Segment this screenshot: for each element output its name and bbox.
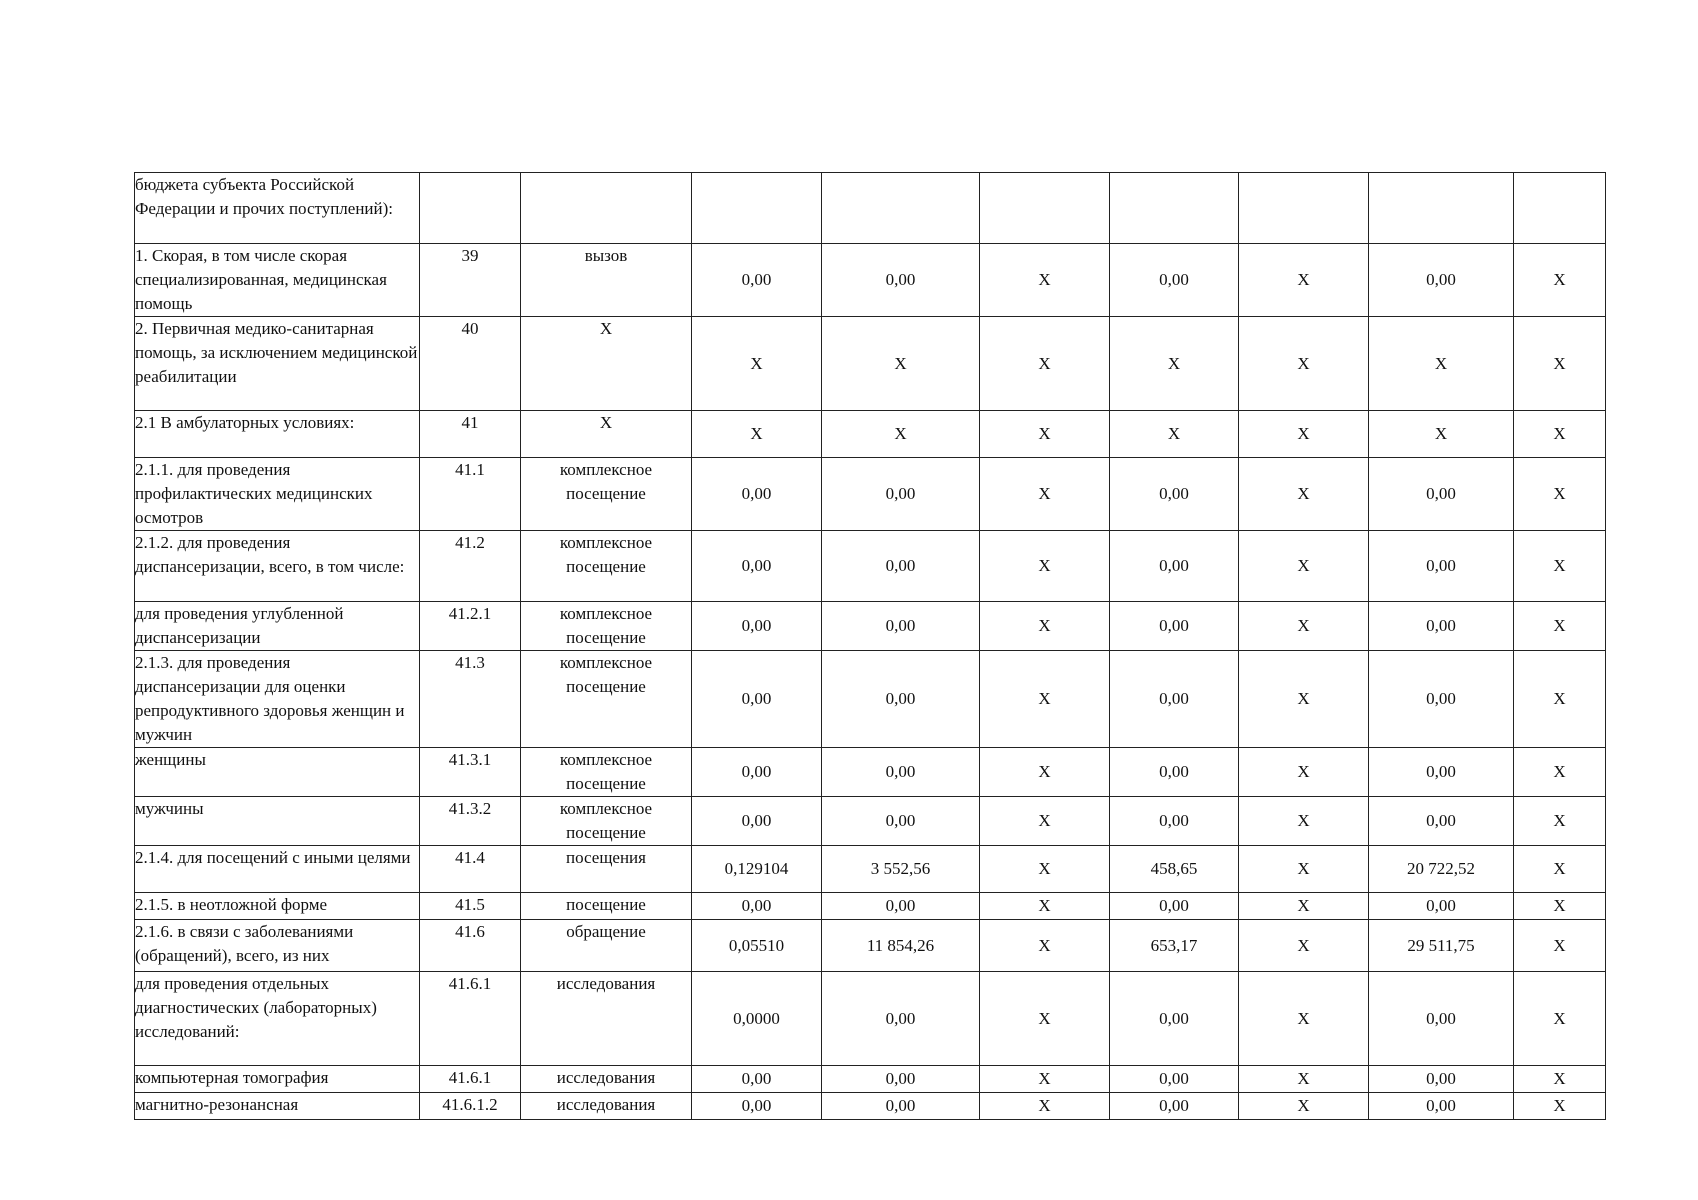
row-code: 41.2.1 — [420, 602, 521, 651]
value-cell: 0,00 — [692, 797, 822, 846]
value-cell: X — [1239, 846, 1369, 893]
row-label: бюджета субъекта Российской Федерации и прочих поступлений): — [135, 173, 420, 244]
value-cell: 20 722,52 — [1369, 846, 1514, 893]
value-cell: X — [822, 411, 980, 458]
value-cell: X — [1239, 1093, 1369, 1120]
value-cell: 0,00 — [1110, 1066, 1239, 1093]
value-cell: X — [980, 651, 1110, 748]
row-unit-cell — [521, 651, 692, 748]
row-code: 41.4 — [420, 846, 521, 893]
row-unit: X — [599, 319, 613, 338]
value-cell: X — [1514, 920, 1606, 972]
row-unit: вызов — [584, 246, 628, 265]
row-unit-cell — [521, 893, 692, 920]
row-code: 41.6.1 — [420, 1066, 521, 1093]
row-unit-cell — [521, 972, 692, 1066]
row-label: 2.1.5. в неотложной форме — [135, 893, 420, 920]
value-cell: X — [980, 797, 1110, 846]
value-cell: 0,00 — [1369, 972, 1514, 1066]
row-label: 2.1.6. в связи с заболеваниями (обращений), всего, из них — [135, 920, 420, 972]
table-row — [135, 531, 1606, 602]
value-cell: X — [1514, 458, 1606, 531]
row-unit: обращение — [566, 922, 646, 941]
row-unit: исследования — [556, 1068, 656, 1087]
row-unit: исследования — [556, 1095, 656, 1114]
row-code: 41.2 — [420, 531, 521, 602]
table-row — [135, 846, 1606, 893]
row-code: 41.3.1 — [420, 748, 521, 797]
value-cell: X — [980, 531, 1110, 602]
row-label: 1. Скорая, в том числе скорая специализированная, медицинская помощь — [135, 244, 420, 317]
value-cell: 0,00 — [1369, 1066, 1514, 1093]
row-label: мужчины — [135, 797, 420, 846]
value-cell: 0,00 — [1110, 1093, 1239, 1120]
row-unit-cell — [521, 317, 692, 411]
table-row — [135, 972, 1606, 1066]
value-cell: X — [980, 893, 1110, 920]
value-cell: 11 854,26 — [822, 920, 980, 972]
row-code: 41.1 — [420, 458, 521, 531]
row-unit-cell — [521, 531, 692, 602]
value-cell: X — [980, 1093, 1110, 1120]
table-row — [135, 748, 1606, 797]
row-unit: исследования — [556, 974, 656, 993]
value-cell: X — [980, 458, 1110, 531]
row-unit: X — [599, 413, 613, 432]
value-cell: X — [1369, 411, 1514, 458]
value-cell: 0,00 — [692, 748, 822, 797]
row-code — [420, 173, 521, 244]
row-unit-cell — [521, 846, 692, 893]
value-cell: X — [1239, 920, 1369, 972]
value-cell: 0,00 — [1369, 797, 1514, 846]
value-cell: 0,00 — [822, 602, 980, 651]
value-cell: 0,00 — [822, 797, 980, 846]
value-cell: 0,129104 — [692, 846, 822, 893]
value-cell: 29 511,75 — [1369, 920, 1514, 972]
value-cell: 0,00 — [822, 458, 980, 531]
value-cell: 0,00 — [1110, 458, 1239, 531]
row-label: 2. Первичная медико-санитарная помощь, за исключением медицинской реабилитации — [135, 317, 420, 411]
value-cell: X — [1110, 317, 1239, 411]
value-cell: X — [1239, 1066, 1369, 1093]
row-unit-cell — [521, 920, 692, 972]
row-label: женщины — [135, 748, 420, 797]
value-cell — [1110, 173, 1239, 244]
row-code: 41.6 — [420, 920, 521, 972]
table-row — [135, 893, 1606, 920]
row-label: компьютерная томография — [135, 1066, 420, 1093]
value-cell: X — [1239, 531, 1369, 602]
value-cell: 0,00 — [1110, 244, 1239, 317]
value-cell: 0,00 — [822, 531, 980, 602]
value-cell — [1369, 173, 1514, 244]
row-unit: комплексное посещение — [559, 653, 653, 696]
value-cell: 0,00 — [692, 244, 822, 317]
row-code: 41.6.1.2 — [420, 1093, 521, 1120]
value-cell: 0,00 — [692, 1066, 822, 1093]
row-unit-cell — [521, 1066, 692, 1093]
value-cell — [980, 173, 1110, 244]
table-body — [135, 173, 1606, 1120]
row-label: магнитно-резонансная — [135, 1093, 420, 1120]
value-cell: X — [980, 972, 1110, 1066]
value-cell: 3 552,56 — [822, 846, 980, 893]
value-cell: X — [1514, 748, 1606, 797]
value-cell: 0,0000 — [692, 972, 822, 1066]
row-unit-cell — [521, 602, 692, 651]
value-cell: X — [980, 920, 1110, 972]
funding-table — [134, 172, 1606, 1120]
value-cell — [1239, 173, 1369, 244]
value-cell: 0,00 — [692, 602, 822, 651]
value-cell: X — [1514, 797, 1606, 846]
row-unit-cell — [521, 748, 692, 797]
value-cell: X — [1239, 317, 1369, 411]
value-cell: X — [1514, 651, 1606, 748]
value-cell: X — [1239, 748, 1369, 797]
table-row — [135, 173, 1606, 244]
row-label: 2.1.2. для проведения диспансеризации, всего, в том числе: — [135, 531, 420, 602]
value-cell: 0,00 — [1369, 602, 1514, 651]
row-label: 2.1.4. для посещений с иными целями — [135, 846, 420, 893]
value-cell — [822, 173, 980, 244]
row-code: 41.3.2 — [420, 797, 521, 846]
row-code: 41.3 — [420, 651, 521, 748]
row-unit-cell — [521, 1093, 692, 1120]
row-unit: посещение — [566, 895, 646, 914]
row-unit: комплексное посещение — [559, 460, 653, 503]
value-cell: X — [1514, 244, 1606, 317]
value-cell: X — [1239, 797, 1369, 846]
value-cell: X — [980, 317, 1110, 411]
value-cell: X — [822, 317, 980, 411]
value-cell: 0,00 — [822, 893, 980, 920]
row-label: 2.1.1. для проведения профилактических медицинских осмотров — [135, 458, 420, 531]
value-cell: 0,00 — [1369, 458, 1514, 531]
value-cell: X — [1239, 244, 1369, 317]
table-row — [135, 411, 1606, 458]
table-row — [135, 317, 1606, 411]
value-cell: 0,00 — [1369, 651, 1514, 748]
value-cell: 0,00 — [692, 531, 822, 602]
value-cell: X — [1239, 651, 1369, 748]
value-cell: X — [1369, 317, 1514, 411]
row-unit-cell — [521, 797, 692, 846]
value-cell: 0,00 — [1110, 531, 1239, 602]
value-cell: X — [980, 748, 1110, 797]
row-unit-cell — [521, 458, 692, 531]
value-cell: 0,00 — [1110, 602, 1239, 651]
value-cell — [692, 173, 822, 244]
value-cell: 0,00 — [1369, 748, 1514, 797]
value-cell: X — [692, 411, 822, 458]
row-label: 2.1 В амбулаторных условиях: — [135, 411, 420, 458]
row-unit-cell — [521, 244, 692, 317]
value-cell: X — [980, 244, 1110, 317]
value-cell: 0,00 — [1110, 651, 1239, 748]
row-code: 41.6.1 — [420, 972, 521, 1066]
value-cell: X — [1239, 411, 1369, 458]
row-code: 41 — [420, 411, 521, 458]
row-code: 41.5 — [420, 893, 521, 920]
row-label: 2.1.3. для проведения диспансеризации для оценки репродуктивного здоровья женщин и мужчин — [135, 651, 420, 748]
table-row — [135, 244, 1606, 317]
row-unit-cell — [521, 411, 692, 458]
row-unit: комплексное посещение — [559, 799, 653, 842]
value-cell: X — [1239, 972, 1369, 1066]
value-cell: 0,00 — [822, 748, 980, 797]
value-cell: X — [1514, 972, 1606, 1066]
value-cell: X — [1514, 411, 1606, 458]
value-cell: X — [1514, 1066, 1606, 1093]
value-cell: 0,00 — [692, 1093, 822, 1120]
value-cell: X — [692, 317, 822, 411]
value-cell: 0,00 — [1110, 748, 1239, 797]
table-row — [135, 797, 1606, 846]
value-cell: 0,00 — [1369, 1093, 1514, 1120]
table-row — [135, 1093, 1606, 1120]
row-code: 39 — [420, 244, 521, 317]
value-cell: 0,05510 — [692, 920, 822, 972]
value-cell: X — [1514, 893, 1606, 920]
row-unit: комплексное посещение — [559, 604, 653, 647]
value-cell: 0,00 — [1110, 797, 1239, 846]
value-cell: X — [1514, 531, 1606, 602]
value-cell: X — [1239, 893, 1369, 920]
value-cell: 0,00 — [822, 651, 980, 748]
table-row — [135, 920, 1606, 972]
value-cell: X — [1239, 458, 1369, 531]
value-cell: 0,00 — [822, 244, 980, 317]
value-cell — [1514, 173, 1606, 244]
table-row — [135, 1066, 1606, 1093]
row-unit: комплексное посещение — [559, 750, 653, 793]
row-unit-cell — [521, 173, 692, 244]
value-cell: X — [980, 846, 1110, 893]
row-label: для проведения отдельных диагностических (лабораторных) исследований: — [135, 972, 420, 1066]
value-cell: X — [980, 602, 1110, 651]
value-cell: X — [980, 411, 1110, 458]
value-cell: 0,00 — [822, 1093, 980, 1120]
value-cell: X — [1514, 1093, 1606, 1120]
value-cell: X — [1110, 411, 1239, 458]
value-cell: X — [1514, 317, 1606, 411]
value-cell: 653,17 — [1110, 920, 1239, 972]
value-cell: 0,00 — [692, 893, 822, 920]
value-cell: 0,00 — [1369, 531, 1514, 602]
row-code: 40 — [420, 317, 521, 411]
value-cell: 0,00 — [1110, 972, 1239, 1066]
value-cell: X — [980, 1066, 1110, 1093]
value-cell: 0,00 — [1369, 893, 1514, 920]
value-cell: 0,00 — [1369, 244, 1514, 317]
value-cell: 458,65 — [1110, 846, 1239, 893]
row-unit: посещения — [566, 848, 646, 867]
value-cell: 0,00 — [692, 651, 822, 748]
value-cell: X — [1514, 602, 1606, 651]
table-row — [135, 458, 1606, 531]
value-cell: X — [1514, 846, 1606, 893]
row-unit: комплексное посещение — [559, 533, 653, 576]
value-cell: 0,00 — [822, 972, 980, 1066]
value-cell: X — [1239, 602, 1369, 651]
value-cell: 0,00 — [822, 1066, 980, 1093]
row-label: для проведения углубленной диспансеризации — [135, 602, 420, 651]
value-cell: 0,00 — [1110, 893, 1239, 920]
value-cell: 0,00 — [692, 458, 822, 531]
table-row — [135, 602, 1606, 651]
table-row — [135, 651, 1606, 748]
